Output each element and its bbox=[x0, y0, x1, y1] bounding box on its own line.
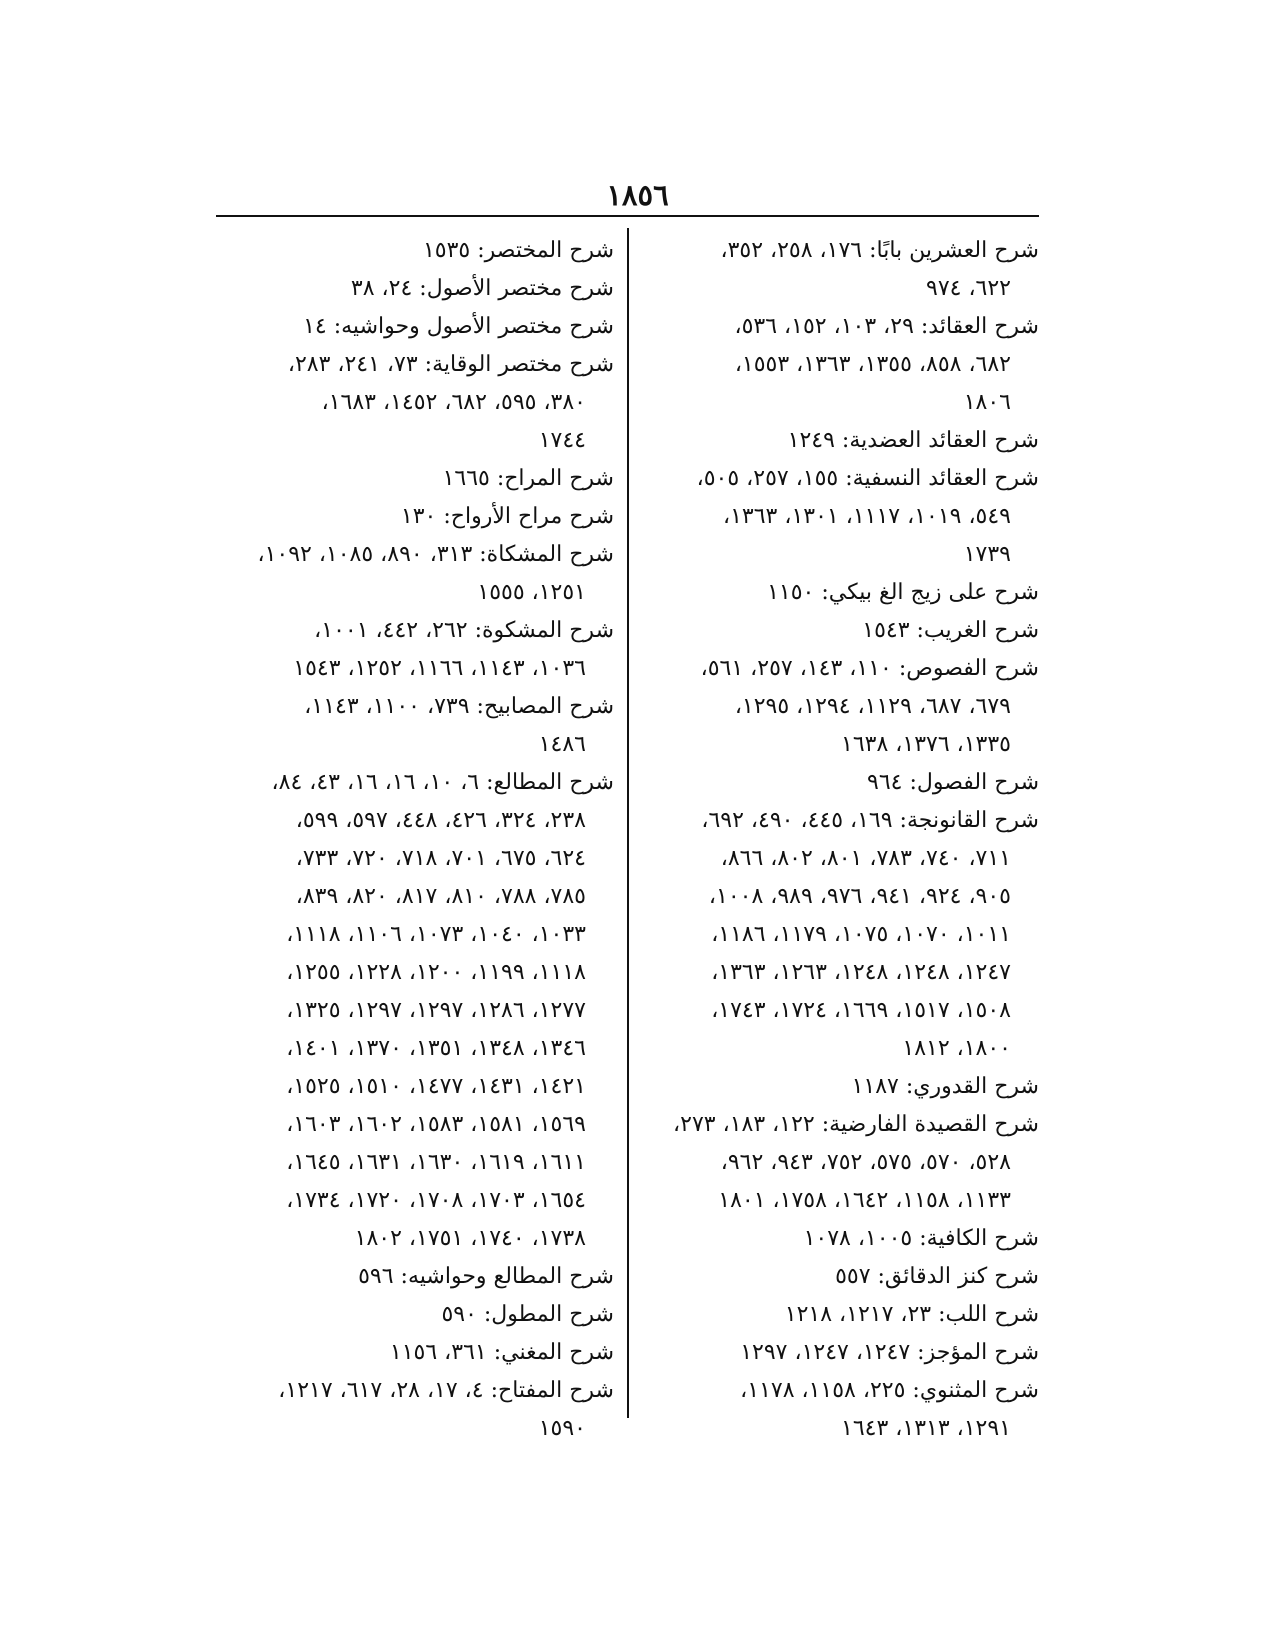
index-entry-continuation: ٧١١، ٧٤٠، ٧٨٣، ٨٠١، ٨٠٢، ٨٦٦، bbox=[720, 846, 1011, 871]
index-entry: شرح المفتاح: ٤، ١٧، ٢٨، ٦١٧، ١٢١٧، bbox=[278, 1378, 614, 1403]
index-entry: شرح المختصر: ١٥٣٥ bbox=[422, 238, 614, 263]
index-entry-continuation: ١٤٨٦ bbox=[538, 732, 586, 757]
index-column-right bbox=[643, 232, 1039, 1448]
index-entry: شرح مختصر الوقاية: ٧٣، ٢٤١، ٢٨٣، bbox=[287, 352, 614, 377]
index-entry-continuation: ٢٣٨، ٣٢٤، ٤٢٦، ٤٤٨، ٥٩٧، ٥٩٩، bbox=[295, 808, 586, 833]
index-entry: شرح العقائد النسفية: ١٥٥، ٢٥٧، ٥٠٥، bbox=[696, 466, 1039, 491]
index-entry-continuation: ١٧٣٨، ١٧٤٠، ١٧٥١، ١٨٠٢ bbox=[354, 1226, 586, 1251]
index-column-left bbox=[218, 232, 614, 1448]
index-entry-continuation: ١٠١١، ١٠٧٠، ١٠٧٥، ١١٧٩، ١١٨٦، bbox=[711, 922, 1011, 947]
index-entry-continuation: ١١٣٣، ١١٥٨، ١٦٤٢، ١٧٥٨، ١٨٠١ bbox=[718, 1188, 1011, 1213]
index-entry: شرح المطالع: ٦، ١٠، ١٦، ١٦، ٤٣، ٨٤، bbox=[271, 770, 614, 795]
index-entry: شرح المصابيح: ٧٣٩، ١١٠٠، ١١٤٣، bbox=[304, 694, 614, 719]
index-entry: شرح مختصر الأصول: ٢٤، ٣٨ bbox=[350, 276, 614, 301]
index-entry: شرح الفصوص: ١١٠، ١٤٣، ٢٥٧، ٥٦١، bbox=[700, 656, 1039, 681]
index-entry-continuation: ١٤٢١، ١٤٣١، ١٤٧٧، ١٥١٠، ١٥٢٥، bbox=[286, 1074, 586, 1099]
index-entry: شرح الكافية: ١٠٠٥، ١٠٧٨ bbox=[803, 1226, 1039, 1251]
index-entry: شرح العقائد العضدية: ١٢٤٩ bbox=[787, 428, 1039, 453]
index-entry: شرح العقائد: ٢٩، ١٠٣، ١٥٢، ٥٣٦، bbox=[734, 314, 1039, 339]
index-entry: شرح الغريب: ١٥٤٣ bbox=[862, 618, 1039, 643]
index-entry-continuation: ١٥٦٩، ١٥٨١، ١٥٨٣، ١٦٠٢، ١٦٠٣، bbox=[286, 1112, 586, 1137]
index-entry: شرح القصيدة الفارضية: ١٢٢، ١٨٣، ٢٧٣، bbox=[673, 1112, 1039, 1137]
index-entry-continuation: ١٥٠٨، ١٥١٧، ١٦٦٩، ١٧٢٤، ١٧٤٣، bbox=[711, 998, 1011, 1023]
index-entry-continuation: ١٥٩٠ bbox=[538, 1416, 586, 1441]
index-entry-continuation: ٦٧٩، ٦٨٧، ١١٢٩، ١٢٩٤، ١٢٩٥، bbox=[734, 694, 1011, 719]
index-entry-continuation: ٥٢٨، ٥٧٠، ٥٧٥، ٧٥٢، ٩٤٣، ٩٦٢، bbox=[720, 1150, 1011, 1175]
index-entry-continuation: ١٢٧٧، ١٢٨٦، ١٢٩٧، ١٢٩٧، ١٣٢٥، bbox=[286, 998, 586, 1023]
index-entry-continuation: ١٨٠٠، ١٨١٢ bbox=[902, 1036, 1011, 1061]
index-entry: شرح الفصول: ٩٦٤ bbox=[867, 770, 1039, 795]
index-entry-continuation: ١٧٤٤ bbox=[538, 428, 586, 453]
index-entry: شرح العشرين بابًا: ١٧٦، ٢٥٨، ٣٥٢، bbox=[720, 238, 1039, 263]
index-entry-continuation: ١٠٣٣، ١٠٤٠، ١٠٧٣، ١١٠٦، ١١١٨، bbox=[286, 922, 586, 947]
index-entry-continuation: ١٨٠٦ bbox=[963, 390, 1011, 415]
index-entry-continuation: ١٣٣٥، ١٣٧٦، ١٦٣٨ bbox=[841, 732, 1011, 757]
index-entry-continuation: ١٦٥٤، ١٧٠٣، ١٧٠٨، ١٧٢٠، ١٧٣٤، bbox=[286, 1188, 586, 1213]
index-entry: شرح المؤجز: ١٢٤٧، ١٢٤٧، ١٢٩٧ bbox=[740, 1340, 1039, 1365]
index-entry-continuation: ٦٢٢، ٩٧٤ bbox=[926, 276, 1011, 301]
index-entry: شرح المطالع وحواشيه: ٥٩٦ bbox=[358, 1264, 614, 1289]
index-entry-continuation: ٥٤٩، ١٠١٩، ١١١٧، ١٣٠١، ١٣٦٣، bbox=[723, 504, 1011, 529]
index-entry: شرح اللب: ٢٣، ١٢١٧، ١٢١٨ bbox=[784, 1302, 1039, 1327]
index-entry: شرح مراح الأرواح: ١٣٠ bbox=[400, 504, 614, 529]
index-entry-continuation: ٩٠٥، ٩٢٤، ٩٤١، ٩٧٦، ٩٨٩، ١٠٠٨، bbox=[708, 884, 1011, 909]
index-entry: شرح على زيج الغ بيكي: ١١٥٠ bbox=[767, 580, 1039, 605]
index-entry: شرح المطول: ٥٩٠ bbox=[441, 1302, 614, 1327]
index-entry: شرح المشكوة: ٢٦٢، ٤٤٢، ١٠٠١، bbox=[314, 618, 614, 643]
index-entry: شرح كنز الدقائق: ٥٥٧ bbox=[835, 1264, 1039, 1289]
index-entry-continuation: ١٢٤٧، ١٢٤٨، ١٢٤٨، ١٢٦٣، ١٣٦٣، bbox=[711, 960, 1011, 985]
index-entry-continuation: ١١١٨، ١١٩٩، ١٢٠٠، ١٢٢٨، ١٢٥٥، bbox=[286, 960, 586, 985]
column-divider bbox=[627, 228, 629, 1418]
index-entry-continuation: ١٢٩١، ١٣١٣، ١٦٤٣ bbox=[841, 1416, 1011, 1441]
index-entry-continuation: ١٧٣٩ bbox=[963, 542, 1011, 567]
index-entry-continuation: ١٣٤٦، ١٣٤٨، ١٣٥١، ١٣٧٠، ١٤٠١، bbox=[286, 1036, 586, 1061]
index-entry-continuation: ١٠٣٦، ١١٤٣، ١١٦٦، ١٢٥٢، ١٥٤٣ bbox=[293, 656, 586, 681]
index-entry-continuation: ١٢٥١، ١٥٥٥ bbox=[477, 580, 586, 605]
page-number: ١٨٥٦ bbox=[606, 178, 669, 212]
index-entry: شرح المشكاة: ٣١٣، ٨٩٠، ١٠٨٥، ١٠٩٢، bbox=[257, 542, 614, 567]
index-entry: شرح المراح: ١٦٦٥ bbox=[442, 466, 614, 491]
index-entry-continuation: ٦٨٢، ٨٥٨، ١٣٥٥، ١٣٦٣، ١٥٥٣، bbox=[734, 352, 1011, 377]
index-entry: شرح المغني: ٣٦١، ١١٥٦ bbox=[389, 1340, 614, 1365]
index-entry-continuation: ٣٨٠، ٥٩٥، ٦٨٢، ١٤٥٢، ١٦٨٣، bbox=[321, 390, 586, 415]
index-entry-continuation: ١٦١١، ١٦١٩، ١٦٣٠، ١٦٣١، ١٦٤٥، bbox=[286, 1150, 586, 1175]
header-rule bbox=[216, 215, 1039, 217]
index-entry: شرح القانونجة: ١٦٩، ٤٤٥، ٤٩٠، ٦٩٢، bbox=[701, 808, 1039, 833]
index-entry: شرح القدوري: ١١٨٧ bbox=[851, 1074, 1039, 1099]
index-entry-continuation: ٦٢٤، ٦٧٥، ٧٠١، ٧١٨، ٧٢٠، ٧٣٣، bbox=[295, 846, 586, 871]
index-entry: شرح مختصر الأصول وحواشيه: ١٤ bbox=[303, 314, 614, 339]
index-entry: شرح المثنوي: ٢٢٥، ١١٥٨، ١١٧٨، bbox=[740, 1378, 1039, 1403]
index-entry-continuation: ٧٨٥، ٧٨٨، ٨١٠، ٨١٧، ٨٢٠، ٨٣٩، bbox=[295, 884, 586, 909]
